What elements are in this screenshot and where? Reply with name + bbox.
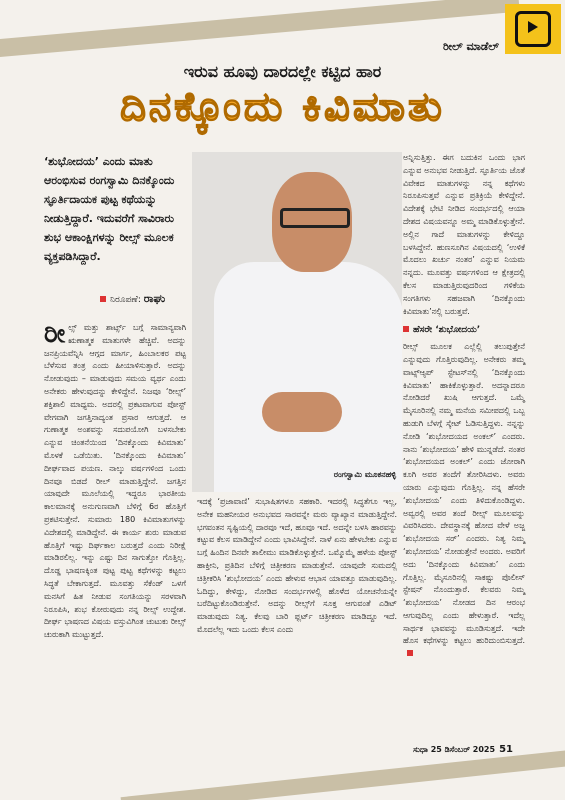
reel-play-icon	[505, 4, 561, 54]
red-square-icon	[403, 326, 409, 332]
column-1-text: ಲ್ಸ್ ಮತ್ತು ಶಾರ್ಟ್ಸ್ ಬಗ್ಗೆ ಸಾಮಾನ್ಯವಾಗಿ ಋಣಾತ್ಮಕ ಮಾತುಗಳೇ ಹೆಚ್ಚಿವೆ. ಅದನ್ನು ಜನಪ್ರಿಯವೆನ್ನಿಸಿ ಆಗ್ಗದ ಮಾರ್ಗ, ಹಿಂಬಾಲಕರ ಪಟ್ಟ ಬೆಳೆಸುವ ತಂತ್ರ ಎಂದು ಹೀಯಾಳಿಸುತ್ತಾರೆ. ಅದನ್ನು ನೋಡುವುದು – ಮಾಡುವುದು ಸಮಯ ವ್ಯರ್ಥ ಎಂದು ಅನೇಕರು ಹೇಳುವುದನ್ನು ಕೇಳಿದ್ದೇನೆ. ನಿಜವೂ ‘ರೀಲ್ಸ್’ ಶಕ್ತಿಶಾಲಿ ಮಾಧ್ಯಮ. ಅದರಲ್ಲಿ ಪ್ರಕಟವಾಗುವ ಪೋಸ್ಟ್ ವೇಗವಾಗಿ ಜಗತ್ತಿನಾದ್ಯಂತ ಪ್ರಸಾರ ಆಗುತ್ತದೆ. ಆ ಗುಣಾತ್ಮಕ ಅಂಶವನ್ನು ಸದುಪಯೋಗಿ ಬಳಸಬೇಕು ಎನ್ನುವ ಚಿಂತನೆಯಿಂದ ‘ದಿನಕ್ಕೊಂದು ಕಿವಿಮಾತು’ ಮೊಳಕೆ ಒಡೆಯಿತು. ‘ದಿನಕ್ಕೊಂದು ಕಿವಿಮಾತು’ ದೀರ್ಘವಾದ ಪಯಣ. ನಾಲ್ಕು ವರ್ಷಗಳಿಂದ ಒಂದು ದಿನವೂ ಬಿಡದೆ ರೀಲ್ ಮಾಡುತ್ತಿದ್ದೇನೆ. ಜಗತ್ತಿನ ಯಾವುದೇ ಮೂಲೆಯಲ್ಲಿ ಇದ್ದರೂ ಭಾರತೀಯ ಕಾಲಮಾನಕ್ಕೆ ಅನುಗುಣವಾಗಿ ಬೆಳಿಗ್ಗೆ 6ರ ಹೊತ್ತಿಗೆ ಪ್ರಕಟಿಸುತ್ತೇನೆ. ಸುಮಾರು 180 ಕಿವಿಮಾತುಗಳನ್ನು ವಿದೇಶದಲ್ಲಿ ಮಾಡಿದ್ದೇನೆ. ಈ ಕಾರ್ಯ ಶುರು ಮಾಡುವ ಹೊತ್ತಿಗೆ ಇಷ್ಟು ದಿರ್ಘಕಾಲ ಬರುತ್ತದೆ ಎಂದು ನಿರೀಕ್ಷೆ ಮಾಡಿರಲಿಲ್ಲ. ಇನ್ನು ಎಷ್ಟು ದಿನ ಸಾಗುತ್ತೋ ಗೊತ್ತಿಲ್ಲ. ದೊಡ್ಡ ಭಾಷಣಕ್ಕಿಂತ ಪುಟ್ಟ ಪುಟ್ಟ ಕಥೆಗಳನ್ನು ಕಟ್ಟಲು ಸಿದ್ಧತೆ ಬೇಕಾಗುತ್ತದೆ. ಮೂವತ್ತು ಸೆಕೆಂಡ್ ಒಳಗೆ ಮನಸಿಗೆ ಹಿತ ನೀಡುವ ಸಂಗತಿಯನ್ನು ಸರಳವಾಗಿ ನಿರೂಪಿಸಿ, ಶುಭ ಕೋರುವುದು ನನ್ನ ರೀಲ್ಸ್ ಉದ್ದೇಶ. ದೀರ್ಘ ಭಾಷಣದ ವಿಷಯ ವಸ್ತುವಿಗಿಂತ ಚುಟುಕು ರೀಲ್ಸ್ ಚುರುಕಾಗಿ ಮುಟ್ಟುತ್ತದೆ.	[44, 323, 186, 640]
intro-text: ‘ಶುಭೋದಯ’ ಎಂದು ಮಾತು ಆರಂಭಿಸುವ ರಂಗಸ್ವಾಮಿ ದಿನಕ್ಕೊಂದು ಸ್ಫೂರ್ತಿದಾಯಕ ಪುಟ್ಟ ಕಥೆಯನ್ನು ನೀಡುತ್ತಿದ್ದಾರೆ. ಇದುವರೆಗೆ ಸಾವಿರಾರು ಶುಭ ಆಕಾಂಕ್ಷಿಗಳನ್ನು ರೀಲ್ಸ್ ಮೂಲಕ ವ್ಯಕ್ತಪಡಿಸಿದ್ದಾರೆ.	[44, 155, 175, 263]
column-3-text-2: ರೀಲ್ಸ್ ಮೂಲಕ ಎಲ್ಲೆಲ್ಲಿ ತಲುಪುತ್ತೇನೆ ಎನ್ನುವುದು ಗೊತ್ತಿರುವುದಿಲ್ಲ. ಅನೇಕರು ತಮ್ಮ ವಾಟ್ಸ್‌ಆ್ಯಪ್ ಸ್ಟೇಟಸ್‌ನಲ್ಲಿ ‘ದಿನಕ್ಕೊಂದು ಕಿವಿಮಾತು’ ಹಾಕಿಕೊಳ್ಳುತ್ತಾರೆ. ಅದನ್ನಾದರೂ ನೋಡಿದರೆ ಖುಷಿ ಆಗುತ್ತದೆ. ಒಮ್ಮೆ ಮೈಸೂರಿನಲ್ಲಿ ನಮ್ಮ ಮನೆಯ ಸಮೀಪದಲ್ಲಿ ಒಬ್ಬ ಹುಡುಗಿ ಬೆಳಗ್ಗೆ ಸ್ಕೇಟ್ ಓಡಿಸುತ್ತಿದ್ದಳು. ನನ್ನನ್ನು ನೋಡಿ ‘ಶುಭೋದಯದ ಅಂಕಲ್’ ಎಂದರು. ನಾನು ‘ಶುಭೋದಯ’ ಹೇಳಿ ಮುನ್ನಡೆದೆ. ನಂತರ ‘ಶುಭೋದಯದ ಅಂಕಲ್’ ಎಂದು ಜೋರಾಗಿ ಕೂಗಿ ಅವರ ತಂದೆಗೆ ತೋರಿಸಿದಳು. ಅವರು ಯಾರು ಎನ್ನುವುದು ಗೊತ್ತಿಲ್ಲ. ನನ್ನ ಹೆಸರೇ ‘ಶುಭೋದಯ’ ಎಂದು ತಿಳಿದುಕೊಂಡಿದ್ದಳು. ಅವ್ವರಲ್ಲಿ ಅವರ ತಂದೆ ರೀಲ್ಸ್ ಮೂಲವನ್ನು ವಿವರಿಸಿದರು. ದೇವಸ್ಥಾನಕ್ಕೆ ಹೋದ ವೇಳೆ ಅಜ್ಜ ‘ಶುಭೋದಯ ಸರ್’ ಎಂದರು. ನಿತ್ಯ ನಿಮ್ಮ ‘ಶುಭೋದಯ’ ನೋಡುತ್ತೇನೆ ಅಂದರು. ಅವರಿಗೆ ಅದು ‘ದಿನಕ್ಕೊಂದು ಕಿವಿಮಾತು’ ಎಂದು ಗೊತ್ತಿಲ್ಲ. ಮೈಸೂರಿನಲ್ಲಿ ಸಾಕಷ್ಟು ಪೊಲೀಸ್ ಸ್ಟೇಷನ್ ನೊಂದುತ್ತಾರೆ. ಕೆಲವರು ನಿಮ್ಮ ‘ಶುಭೋದಯ’ ನೋಡದ ದಿನ ಆರಂಭ ಆಗುವುದಿಲ್ಲ ಎಂದು ಹೇಳುತ್ತಾರೆ. ಇದೆಲ್ಲ ಸಾರ್ಥಕ ಭಾವವನ್ನು ಮೂಡಿಸುತ್ತದೆ. ಇದೇ ಹೊಸ ಕಥೆಗಳನ್ನು ಕಟ್ಟಲು ಹುರಿದುಂಬಿಸುತ್ತದೆ.	[403, 341, 525, 661]
photo-caption: ರಂಗಸ್ವಾಮಿ ಮೂಕನಹಳ್ಳಿ	[333, 470, 396, 479]
top-decor-band	[0, 0, 520, 60]
column-3-text: ಅನ್ನಿಸುತ್ತಿತ್ತು. ಈಗ ಬದುಕಿನ ಒಂದು ಭಾಗ ಎನ್ನುವ ಅನುಭವ ನೀಡುತ್ತಿದೆ. ಸ್ಫೂರ್ತಿಯ ಜೊತೆ ವಿವೇಕದ ಮಾತುಗಳನ್ನು ನನ್ನ ಕಥೆಗಳು ನಿರೂಪಿಸುತ್ತವೆ ಎನ್ನುವ ಪ್ರತಿಕ್ರಿಯೆ ಕೇಳಿದ್ದೇನೆ. ವಿದೇಶಕ್ಕೆ ಭೇಟಿ ನೀಡಿದ ಸಂದರ್ಭದಲ್ಲಿ ಆಯಾ ದೇಶದ ವಿಷಯವನ್ನೂ ಅಮ್ಮ ಮಾಡಿಕೊಳ್ಳುತ್ತೇನೆ. ಅಲ್ಲಿನ ಗಾದೆ ಮಾತುಗಳನ್ನು ಕೇಳಿದ್ದೂ ಬಳಸಿದ್ದೇನೆ. ಹುಣಸೂಗಿನ ವಿಷಯದಲ್ಲಿ ‘ಉಳಿಕೆ ಮೊದಲು ಖರ್ಚು ನಂತರ’ ಎನ್ನುವ ನಿಯಮ ನನ್ನದು. ಮೂವತ್ತು ವರ್ಷಗಳಿಂದ ಆ ಕ್ಷೇತ್ರದಲ್ಲಿ ಕೆಲಸ ಮಾಡುತ್ತಿರುವುದರಿಂದ ಗಳಿಕೆಯ ಸಂಗತಿಗಳು ಸಹಜವಾಗಿ ‘ದಿನಕ್ಕೊಂದು ಕಿವಿಮಾತು’ನಲ್ಲಿ ಬರುತ್ತವೆ.	[403, 153, 525, 316]
portrait-photo	[192, 152, 402, 492]
red-square-icon	[100, 296, 106, 302]
article-column-3	[403, 152, 525, 661]
author-prefix: ನಿರೂಪಣೆ:	[110, 295, 141, 305]
section-label: ರೀಲ್‌ ಮಾಡೆಲ್‌	[443, 40, 499, 53]
subheadline: ಇರುವ ಹೂವು ದಾರದಲ್ಲೇ ಕಟ್ಟಿದ ಹಾರ	[183, 62, 382, 81]
end-mark-icon	[407, 650, 413, 656]
page-footer	[413, 744, 513, 755]
column-3-subhead: ಹೆಸರೇ ‘ಶುಭೋದಯ’	[403, 324, 525, 337]
article-column-2	[197, 496, 397, 637]
headline: ದಿನಕ್ಕೊಂದು ಕಿವಿಮಾತು	[120, 84, 445, 130]
column-2-text: ಇದಕ್ಕೆ ‘ಪ್ರಜಾವಾಣಿ’ ಸುಭಾಷಿತಗಳೂ ಸಹಕಾರಿ. ಇದರಲ್ಲಿ ಸಿದ್ಧತೆಗೂ ಇಲ್ಲ, ಅನೇಕ ಮಹನೀಯರ ಅನುಭವದ ಸಾರವನ್ನೇ ಮರು ವ್ಯಾಖ್ಯಾನ ಮಾಡುತ್ತಿದ್ದೇನೆ. ಭಗವಂತನ ಸೃಷ್ಟಿಯಲ್ಲಿ ದಾರವೂ ಇದೆ, ಹೂವೂ ಇದೆ. ಅದನ್ನೇ ಬಳಸಿ ಹಾರವನ್ನು ಕಟ್ಟುವ ಕೆಲಸ ಮಾಡಿದ್ದೇನೆ ಎಂದು ಭಾವಿಸಿದ್ದೇನೆ. ನಾಳೆ ಏನು ಹೇಳಬೇಕು ಎನ್ನುವ ಬಗ್ಗೆ ಹಿಂದಿನ ದಿನವೇ ತಾಲೀಮು ಮಾಡಿಕೊಳ್ಳುತ್ತೇನೆ. ಒಮ್ಮೊಮ್ಮೆ ಹಳೆಯ ಪೋಸ್ಟ್ ಹಾಕ್ತೀನಿ, ಪ್ರತಿದಿನ ಬೆಳಿಗ್ಗೆ ಚಿತ್ರೀಕರಣ ಮಾಡುತ್ತೇನೆ. ಯಾವುದೇ ಸುಮದಲ್ಲಿ ಚಿತ್ರೀಕರಿಸಿ ‘ಶುಭೋದಯ’ ಎಂದು ಹೇಳುವ ಆಭಾಸ ಯಾವತ್ತೂ ಮಾಡುವುದಿಲ್ಲ. ಓದಿದ್ದು, ಕೇಳಿದ್ದು, ನೋಡಿದ ಸಂದರ್ಭಗಳಲ್ಲಿ ಹೊಳೆದ ಯೋಚನೆಯನ್ನೇ ಬರೆದಿಟ್ಟುಕೊಂಡಿರುತ್ತೇನೆ. ಅದನ್ನು ರೀಲ್ಸ್‌ಗೆ ಸೂಕ್ತ ಆಗುವಂತೆ ಎಡಿಟ್ ಮಾಡುವುದು ನಿತ್ಯ. ಕೆಲವು ಬಾರಿ ಫ್ಲರ್ಟ್ ಚಿತ್ರೀಕರಣ ಮಾಡಿದ್ದೂ ಇದೆ. ಮೊದಲೆಲ್ಲ ಇದು ಒಂದು ಕೆಲಸ ಎಂದು	[197, 497, 397, 634]
author-credit	[100, 292, 165, 306]
page-number: 51	[499, 744, 513, 755]
article-column-1	[44, 319, 186, 642]
author-name: ರಾಘು	[143, 292, 166, 305]
drop-cap: ರೀ	[44, 319, 66, 349]
issue-date: ಸುಧಾ 25 ಡಿಸೆಂಬರ್ 2025	[413, 745, 496, 754]
